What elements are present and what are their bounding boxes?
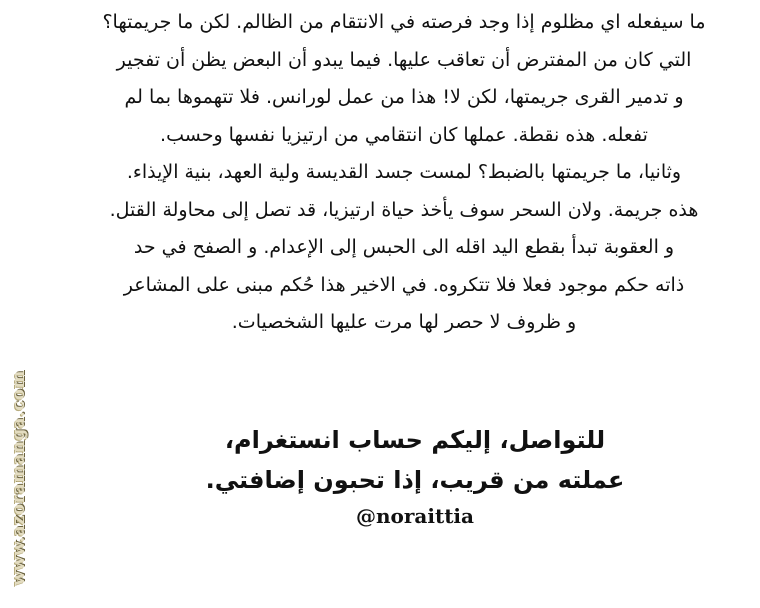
note-line: و تدمير القرى جريمتها، لكن لا! هذا من عمل لورانس. فلا تتهموها بما لم — [124, 86, 684, 108]
translator-note-text — [60, 4, 748, 342]
note-line: ذاته حكم موجود فعلا فلا تتكروه. في الاخير هذا حُكم مبنى على المشاعر — [123, 273, 685, 296]
note-line: التي كان من المفترض أن تعاقب عليها. فيما يبدو أن البعض يظن أن تفجير — [116, 48, 692, 71]
contact-line-2: عملته من قريب، إذا تحبون إضافتي. — [205, 466, 625, 494]
contact-credits — [120, 420, 710, 530]
note-line: و العقوبة تبدأ بقطع اليد اقله الى الحبس إلى الإعدام. و الصفح في حد — [133, 236, 675, 258]
instagram-handle: @noraittia — [355, 504, 474, 528]
contact-line-1: للتواصل، إليكم حساب انستغرام، — [224, 426, 606, 454]
note-line: هذه جريمة. ولان السحر سوف يأخذ حياة ارتيزيا، قد تصل إلى محاولة القتل. — [109, 198, 699, 221]
note-line: و ظروف لا حصر لها مرت عليها الشخصيات. — [231, 311, 577, 333]
site-watermark — [4, 350, 34, 605]
note-line: وثانيا، ما جريمتها بالضبط؟ لمست جسد القديسة ولية العهد، بنية الإيذاء. — [126, 161, 682, 183]
note-line: تفعله. هذه نقطة. عملها كان انتقامي من ارتيزيا نفسها وحسب. — [160, 123, 648, 146]
note-line: ما سيفعله اي مظلوم إذا وجد فرصته في الانتقام من الظالم. لكن ما جريمتها؟ — [102, 11, 706, 33]
watermark-text: www.azoramanga.com — [9, 369, 29, 586]
